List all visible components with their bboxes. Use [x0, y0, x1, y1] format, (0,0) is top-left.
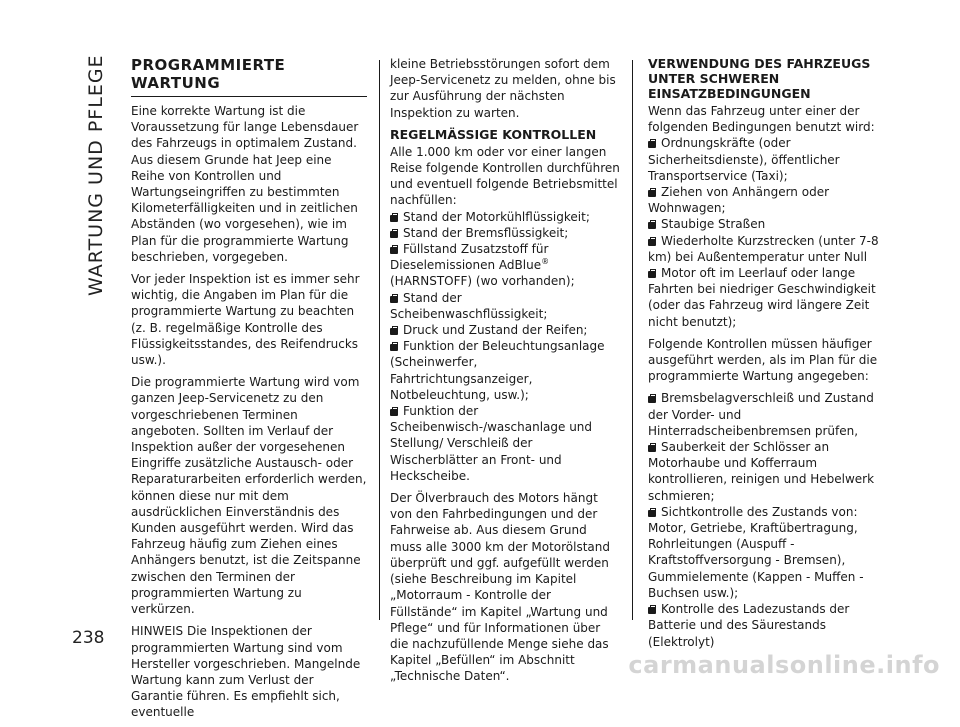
- heading-severe-conditions: VERWENDUNG DES FAHRZEUGS UNTER SCHWEREN EINSATZBEDINGUNGEN: [648, 56, 871, 101]
- chapter-side-title: [55, 40, 115, 300]
- oilcan-icon: [390, 294, 399, 303]
- oilcan-icon: [648, 605, 657, 614]
- oilcan-icon: [648, 237, 657, 246]
- oilcan-icon: [648, 508, 657, 517]
- list-item: Funktion der Scheibenwisch-/waschanlage und Stellung/ Verschleiß der Wischerblätter an Front- und Heckscheibe.: [390, 404, 593, 483]
- watermark: carmanualsonline.info: [628, 651, 940, 679]
- conditions-list: [648, 135, 884, 329]
- heading-programmed-maintenance: PROGRAMMIERTE WARTUNG: [131, 56, 367, 97]
- list-item: Staubige Straßen: [648, 216, 884, 232]
- oilcan-icon: [390, 342, 399, 351]
- paragraph-note: HINWEIS Die Inspektionen der programmierten Wartung sind vom Hersteller vorgeschrieben. Mangelnde Wartung kann zum Verlust der Garantie führen. Es empfiehlt sich, eventuelle: [131, 624, 361, 720]
- chapter-title-text: WARTUNG UND PFLEGE: [85, 54, 107, 296]
- page-number: 238: [72, 628, 105, 648]
- column-regular-checks: [390, 56, 622, 691]
- list-item: Stand der Scheibenwaschflüssigkeit;: [390, 290, 548, 321]
- list-item: Sichtkontrolle des Zustands von: Motor, Getriebe, Kraftübertragung, Rohrleitungen (Auspuff - Kraftstoffversorgung - Bremsen), Gummielemente (Kappen - Muffen - Buchsen usw.);: [648, 504, 864, 600]
- list-item: Ziehen von Anhängern oder Wohnwagen;: [648, 185, 830, 216]
- oilcan-icon: [390, 407, 399, 416]
- paragraph-service-network: Die programmierte Wartung wird vom ganzen Jeep-Servicenetz zu den vorgeschriebenen Terminen angeboten. Sollten im Verlauf der Inspektion außer der vorgesehenen Eingriffe zusätzliche Austausch- oder Reparaturarbeiten erforderlich werden, können diese nur mit dem ausdrücklichen Einverständnis des Kunden ausgeführt werden. Wird das Fahrzeug häufig zum Ziehen eines Anhängers benutzt, ist die Zeitspanne zwischen den Terminen der programmierten Wartung zu verkürzen.: [131, 375, 367, 617]
- checks-list: [390, 209, 622, 484]
- list-item: Wiederholte Kurzstrecken (unter 7-8 km) bei Außentemperatur unter Null: [648, 233, 879, 264]
- paragraph-continued: kleine Betriebsstörungen sofort dem Jeep-Servicenetz zu melden, ohne bis zur Ausführung der nächsten Inspektion zu warten.: [390, 57, 616, 120]
- list-item: Bremsbelagverschleiß und Zustand der Vorder- und Hinterradscheibenbremsen prüfen,: [648, 391, 874, 438]
- paragraph-conditions-intro: Wenn das Fahrzeug unter einer der folgenden Bedingungen benutzt wird:: [648, 104, 875, 135]
- paragraph-every-1000km: Alle 1.000 km oder vor einer langen Reise folgende Kontrollen durchführen und eventuell folgende Betriebsmittel nachfüllen:: [390, 144, 620, 208]
- paragraph-intro: Eine korrekte Wartung ist die Voraussetzung für lange Lebensdauer des Fahrzeugs in optimalem Zustand. Aus diesem Grunde hat Jeep eine Reihe von Kontrollen und Wartungseingriffen zu bestimmten Kilometerfälligkeiten und in zeitlichen Abständen (wo vorgesehen), wie im Plan für die programmierte Wartung beschrieben, vorgegeben.: [131, 104, 359, 264]
- oilcan-icon: [648, 220, 657, 229]
- column-divider-1: [379, 60, 380, 620]
- oilcan-icon: [648, 139, 657, 148]
- list-item: Stand der Motorkühlflüssigkeit;: [390, 209, 622, 225]
- oilcan-icon: [648, 394, 657, 403]
- list-item: Funktion der Beleuchtungsanlage (Scheinwerfer, Fahrtrichtungsanzeiger, Notbeleuchtung, usw.);: [390, 339, 605, 402]
- oilcan-icon: [648, 269, 657, 278]
- list-item: Motor oft im Leerlauf oder lange Fahrten bei niedriger Geschwindigkeit (oder das Fahrzeug wird längere Zeit nicht benutzt);: [648, 266, 876, 329]
- heading-regular-checks: REGELMÄSSIGE KONTROLLEN: [390, 126, 597, 142]
- list-item: Sauberkeit der Schlösser an Motorhaube und Kofferraum kontrollieren, reinigen und Hebelwerk schmieren;: [648, 440, 875, 503]
- list-item: Ordnungskräfte (oder Sicherheitsdienste), öffentlicher Transportservice (Taxi);: [648, 136, 840, 183]
- column-severe-conditions: [648, 56, 884, 656]
- oilcan-icon: [390, 213, 399, 222]
- oilcan-icon: [648, 443, 657, 452]
- column-programmed-maintenance: [131, 56, 367, 727]
- paragraph-before-inspection: Vor jeder Inspektion ist es immer sehr wichtig, die Angaben im Plan für die programmierte Wartung zu beachten (z. B. regelmäßige Kontrolle des Flüssigkeitsstandes, des Reifendrucks usw.).: [131, 272, 360, 368]
- oilcan-icon: [390, 229, 399, 238]
- registered-mark: ®: [541, 257, 550, 267]
- paragraph-frequent-checks: Folgende Kontrollen müssen häufiger ausgeführt werden, als im Plan für die programmierte Wartung angegeben:: [648, 336, 878, 384]
- list-item: Druck und Zustand der Reifen;: [390, 322, 622, 338]
- frequent-checks-list: [648, 390, 884, 649]
- list-item: Stand der Bremsflüssigkeit;: [390, 225, 622, 241]
- oilcan-icon: [390, 326, 399, 335]
- oilcan-icon: [648, 188, 657, 197]
- oilcan-icon: [390, 245, 399, 254]
- list-item: Kontrolle des Ladezustands der Batterie und des Säurestands (Elektrolyt): [648, 602, 850, 649]
- column-divider-2: [632, 60, 633, 620]
- paragraph-oil-consumption: Der Ölverbrauch des Motors hängt von den Fahrbedingungen und der Fahrweise ab. Aus diesem Grund muss alle 3000 km der Motorölstand überprüft und ggf. aufgefüllt werden (siehe Beschreibung im Kapitel „Motorraum - Kontrolle der Füllstände“ im Kapitel „Wartung und Pflege“ und für Informationen über die nachzufüllende Menge siehe das Kapitel „Befüllen“ im Abschnitt „Technische Daten“.: [390, 491, 611, 684]
- list-item: Füllstand Zusatzstoff für Dieselemissionen AdBlue® (HARNSTOFF) (wo vorhanden);: [390, 242, 575, 289]
